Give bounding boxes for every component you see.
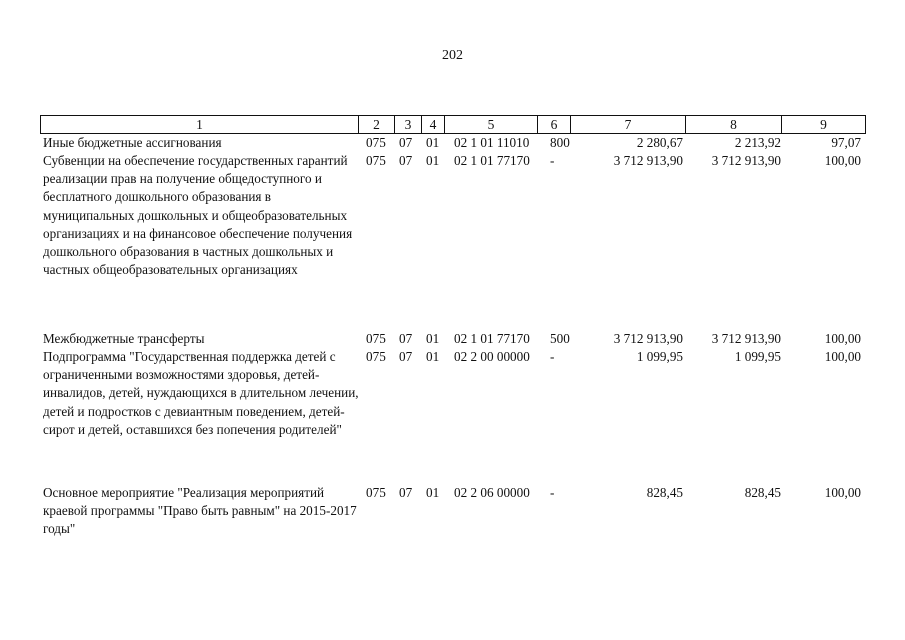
row-col-8: 828,45: [744, 485, 781, 500]
row-col-9: 100,00: [824, 349, 861, 364]
table-header-row: [40, 115, 866, 134]
row-col-2: 075: [366, 349, 386, 364]
row-col-7: 3 712 913,90: [613, 153, 683, 168]
row-col-9: 100,00: [824, 331, 861, 346]
header-col-1: 1: [40, 116, 358, 133]
row-col-8: 2 213,92: [734, 135, 781, 150]
row-col-5: 02 2 06 00000: [454, 485, 530, 500]
row-col-6: -: [550, 349, 555, 364]
row-col-5: 02 1 01 77170: [454, 153, 530, 168]
row-col-2: 075: [366, 135, 386, 150]
header-col-3: 3: [394, 116, 421, 133]
row-col-7: 1 099,95: [636, 349, 683, 364]
row-name: Субвенции на обеспечение государственных гарантий реализации прав на получение общедоступного и бесплатного дошкольного образования в муниципальных дошкольных и общеобразовательных организациях и на финансовое обеспечение получения дошкольного образования в частных дошкольных и частных общеобразовательных организациях: [43, 153, 353, 278]
row-col-5: 02 1 01 11010: [454, 135, 530, 150]
row-col-4: 01: [426, 485, 440, 500]
row-name: Подпрограмма "Государственная поддержка детей с ограниченными возможностями здоровья, детей-инвалидов, детей, нуждающихся в длительном лечении, детей и подростков с девиантным поведением, детей-сирот и детей, оставшихся без попечения родителей": [43, 349, 359, 437]
row-col-9: 97,07: [831, 135, 861, 150]
header-col-4: 4: [421, 116, 444, 133]
row-col-7: 2 280,67: [636, 135, 683, 150]
row-col-6: 800: [550, 135, 570, 150]
row-name: Иные бюджетные ассигнования: [43, 135, 222, 150]
header-col-8: 8: [685, 116, 781, 133]
row-col-4: 01: [426, 153, 440, 168]
row-col-3: 07: [399, 349, 413, 364]
row-col-8: 3 712 913,90: [711, 153, 781, 168]
row-col-4: 01: [426, 135, 440, 150]
row-col-3: 07: [399, 485, 413, 500]
row-name: Основное мероприятие "Реализация мероприятий краевой программы "Право быть равным" на 2015-2017 годы": [43, 485, 357, 537]
header-col-5: 5: [444, 116, 537, 133]
row-col-7: 828,45: [646, 485, 683, 500]
row-col-4: 01: [426, 331, 440, 346]
row-col-6: 500: [550, 331, 570, 346]
header-col-7: 7: [570, 116, 685, 133]
row-col-2: 075: [366, 153, 386, 168]
row-col-2: 075: [366, 485, 386, 500]
row-col-6: -: [550, 153, 555, 168]
row-col-6: -: [550, 485, 555, 500]
row-col-8: 1 099,95: [734, 349, 781, 364]
row-col-3: 07: [399, 135, 413, 150]
row-col-8: 3 712 913,90: [711, 331, 781, 346]
row-col-9: 100,00: [824, 153, 861, 168]
header-col-9: 9: [781, 116, 866, 133]
header-col-6: 6: [537, 116, 570, 133]
row-col-5: 02 1 01 77170: [454, 331, 530, 346]
row-col-3: 07: [399, 153, 413, 168]
row-col-4: 01: [426, 349, 440, 364]
page-number: 202: [442, 48, 463, 63]
header-col-2: 2: [358, 116, 394, 133]
row-col-2: 075: [366, 331, 386, 346]
row-name: Межбюджетные трансферты: [43, 331, 205, 346]
row-col-3: 07: [399, 331, 413, 346]
row-col-7: 3 712 913,90: [613, 331, 683, 346]
row-col-5: 02 2 00 00000: [454, 349, 530, 364]
row-col-9: 100,00: [824, 485, 861, 500]
